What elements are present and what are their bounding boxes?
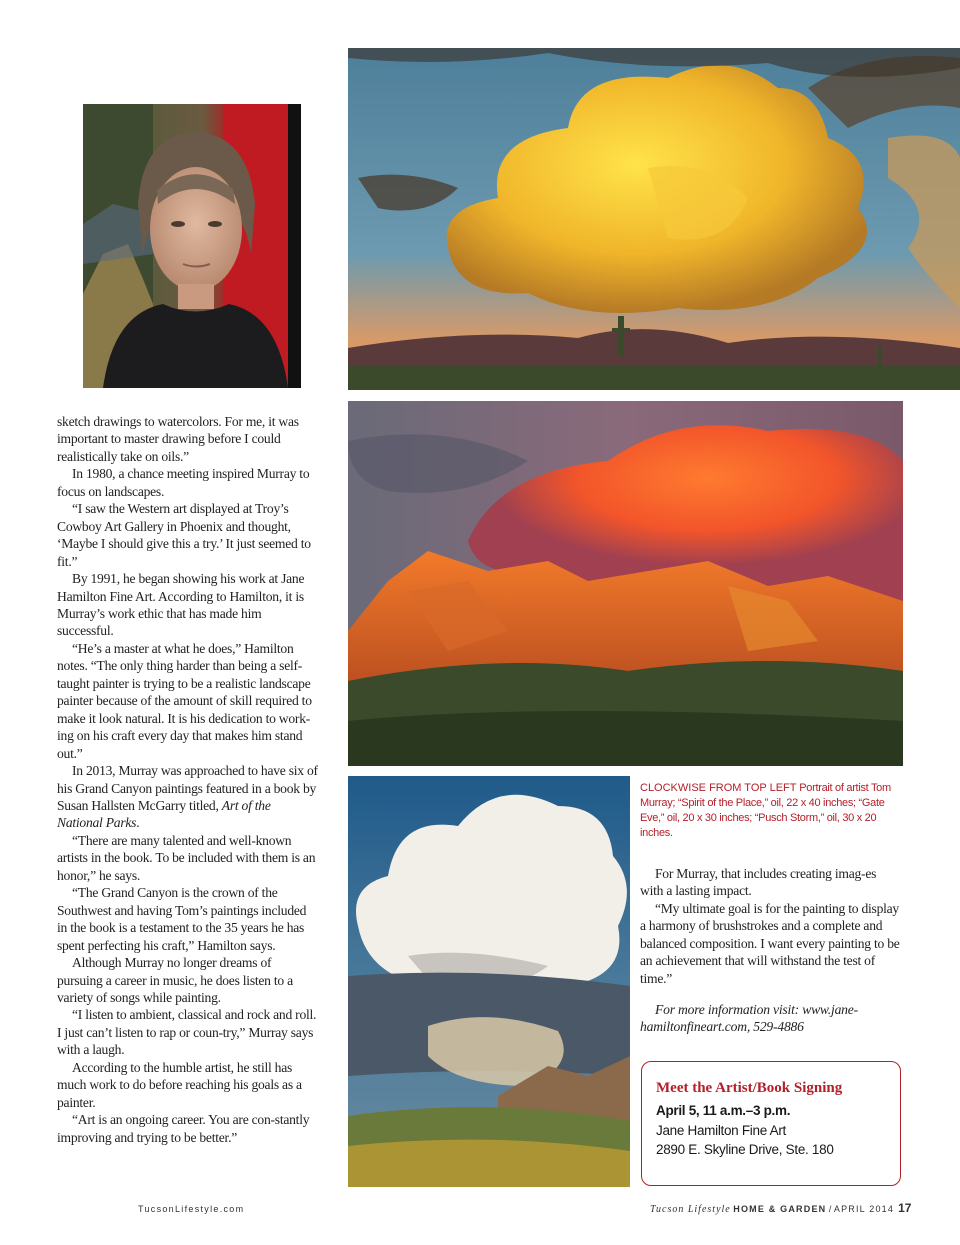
event-title: Meet the Artist/Book Signing: [656, 1080, 843, 1096]
paragraph: “Art is an ongoing career. You are con-stantly improving and trying to be better.”: [57, 1112, 310, 1145]
more-info-line: For more information visit: www.jane-hamiltonfineart.com, 529-4886: [640, 1002, 858, 1035]
painting-pusch-storm: [348, 776, 630, 1187]
paragraph: “He’s a master at what he does,” Hamilton notes. “The only thing harder than being a self-taught painter is trying to be a realistic landscape painter because of the amount of skill required to make it look natural. It is his dedication to work-ing on his craft every day that makes him stand out.”: [57, 640, 312, 761]
article-right-column: [640, 865, 902, 987]
footer-section: HOME & GARDEN: [733, 1204, 827, 1214]
footer-folio: [650, 1201, 912, 1215]
footer-separator: /: [826, 1204, 834, 1214]
paragraph: “I listen to ambient, classical and rock and roll. I just can’t listen to rap or coun-try,” Murray says with a laugh.: [57, 1007, 317, 1058]
event-venue: Jane Hamilton Fine Art: [656, 1122, 786, 1138]
paragraph: According to the humble artist, he still has much work to do before reaching his goals as a painter.: [57, 1059, 302, 1110]
paragraph-text: In 2013, Murray was approached to have six of his Grand Canyon paintings featured in a book by Susan Hallsten McGarry titled,: [57, 763, 318, 813]
painting-gate-eve: [348, 401, 903, 766]
book-title: Art of the National Parks: [57, 797, 271, 831]
paragraph-text: .: [136, 815, 140, 831]
paragraph: “The Grand Canyon is the crown of the Southwest and having Tom’s paintings included in the book is a testament to the 35 years he has spent perfecting his craft,” Hamilton says.: [57, 885, 307, 953]
paragraph: For Murray, that includes creating imag-es with a lasting impact.: [640, 866, 877, 899]
page-number: 17: [898, 1201, 912, 1215]
paragraph: In 1980, a chance meeting inspired Murray to focus on landscapes.: [57, 466, 310, 499]
paragraph: “My ultimate goal is for the painting to display a harmony of brushstrokes and a complete and balanced composition. I want every painting to be an achievement that will withstand the test of time.”: [640, 900, 900, 986]
photo-caption: [640, 781, 902, 841]
event-address: 2890 E. Skyline Drive, Ste. 180: [656, 1142, 834, 1157]
paragraph: sketch drawings to watercolors. For me, it was important to master drawing before I could realistically take on oils.”: [57, 414, 299, 464]
paragraph: Although Murray no longer dreams of pursuing a career in music, he does listen to a variety of songs while painting.: [57, 955, 293, 1005]
artist-portrait-photo: [83, 104, 301, 388]
paragraph: By 1991, he began showing his work at Jane Hamilton Fine Art. According to Hamilton, it is Murray’s work ethic that has made him successful.: [57, 571, 305, 639]
footer-issue: APRIL 2014: [833, 1204, 895, 1214]
paragraph: [57, 762, 319, 832]
footer-website: TucsonLifestyle.com: [138, 1204, 245, 1214]
article-left-column: [57, 413, 319, 1146]
paragraph: “I saw the Western art displayed at Troy’s Cowboy Art Gallery in Phoenix and thought, ‘Maybe I should give this a try.’ It just seemed to fit.”: [57, 501, 311, 569]
painting-spirit-of-the-place: [348, 48, 960, 390]
caption-text: Portrait of artist Tom Murray; “Spirit of the Place,” oil, 22 x 40 inches; “Gate Eve,” oil, 20 x 30 inches; “Pusch Storm,” oil, 30 x 20 inches.: [640, 782, 891, 839]
caption-lead: CLOCKWISE FROM TOP LEFT: [640, 782, 797, 794]
paragraph: “There are many talented and well-known artists in the book. To be included with them is an honor,” he says.: [57, 832, 316, 883]
event-date: April 5, 11 a.m.–3 p.m.: [656, 1103, 791, 1118]
event-info-box: [641, 1061, 901, 1186]
footer-magazine: Tucson Lifestyle: [650, 1204, 731, 1215]
